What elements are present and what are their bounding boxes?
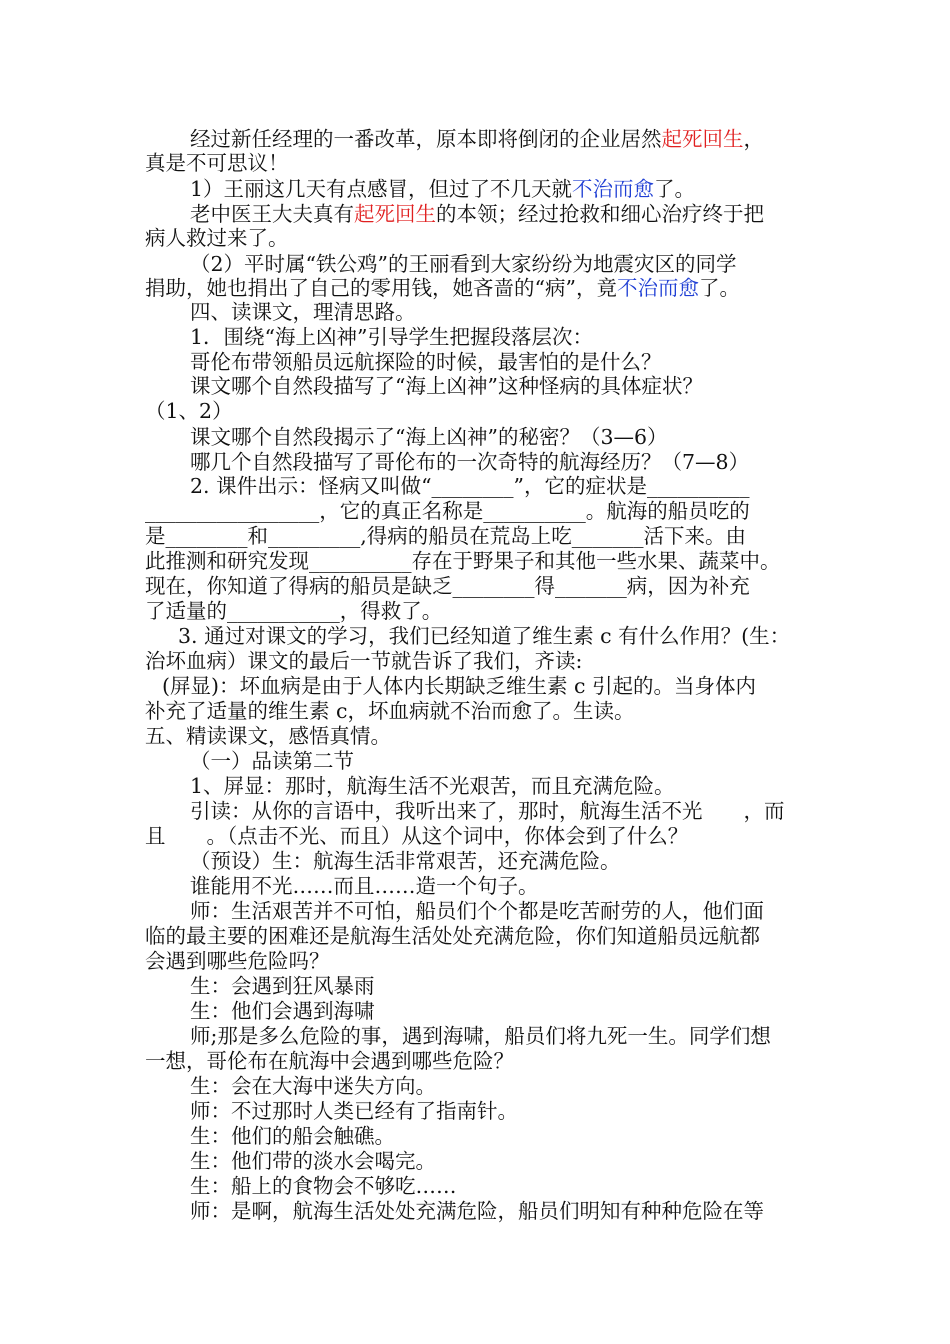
text-line: 师;那是多么危险的事，遇到海啸，船员们将九死一生。同学们想 bbox=[190, 1024, 771, 1048]
text-line: （预设）生：航海生活非常艰苦，还充满危险。 bbox=[190, 849, 621, 873]
text-line: 一想，哥伦布在航海中会遇到哪些危险？ bbox=[145, 1049, 514, 1073]
text-line: （2）平时属“铁公鸡”的王丽看到大家纷纷为地震灾区的同学 bbox=[190, 252, 737, 276]
text-line: 会遇到哪些危险吗？ bbox=[145, 949, 330, 973]
text-line: 且 。（点击不光、而且）从这个词中，你体会到了什么？ bbox=[145, 824, 689, 848]
text-line: 1）王丽这几天有点感冒，但过了不几天就不治而愈了。 bbox=[190, 177, 696, 201]
fill-blank-line: 了适量的___________，得救了。 bbox=[145, 599, 443, 623]
text-line: 生：他们会遇到海啸 bbox=[190, 999, 375, 1023]
text-line: (屏显)：坏血病是由于人体内长期缺乏维生素 c 引起的。当身体内 bbox=[162, 674, 757, 698]
text-line: 补充了适量的维生素 c，坏血病就不治而愈了。生读。 bbox=[145, 699, 635, 723]
text-line: 生：他们带的淡水会喝完。 bbox=[190, 1149, 436, 1173]
text-line: 哪几个自然段描写了哥伦布的一次奇特的航海经历？（7—8） bbox=[190, 450, 750, 474]
text-line: 治坏血病）课文的最后一节就告诉了我们，齐读: bbox=[145, 649, 583, 673]
text-line: 生：会在大海中迷失方向。 bbox=[190, 1074, 436, 1098]
fill-blank-line: 2. 课件出示：怪病又叫做“________”，它的症状是__________ bbox=[190, 474, 750, 498]
text-line: 1、屏显：那时，航海生活不光艰苦，而且充满危险。 bbox=[190, 774, 675, 798]
text-line: 临的最主要的困难还是航海生活处处充满危险，你们知道船员远航都 bbox=[145, 924, 760, 948]
text-line: 师：生活艰苦并不可怕，船员们个个都是吃苦耐劳的人，他们面 bbox=[190, 899, 764, 923]
highlight-phrase: 起死回生 bbox=[354, 202, 436, 226]
fill-blank-line: 是________和_________,得病的船员在荒岛上吃_______活下来。由 bbox=[145, 524, 747, 548]
text-line: 生：船上的食物会不够吃…… bbox=[190, 1174, 457, 1198]
highlight-phrase: 不治而愈 bbox=[572, 177, 655, 201]
section-heading: 五、精读课文，感悟真情。 bbox=[145, 724, 391, 748]
text-line: 1．围绕“海上凶神”引导学生把握段落层次： bbox=[190, 325, 594, 349]
text-line: 老中医王大夫真有起死回生的本领；经过抢救和细心治疗终于把 bbox=[190, 202, 764, 226]
text-line: 哥伦布带领船员远航探险的时候，最害怕的是什么？ bbox=[190, 350, 662, 374]
fill-blank-line: 现在，你知道了得病的船员是缺乏________得_______病，因为补充 bbox=[145, 574, 750, 598]
text-line: 课文哪个自然段描写了“海上凶神”这种怪病的具体症状？ bbox=[190, 374, 703, 398]
text-line: 真是不可思议！ bbox=[145, 151, 289, 175]
text-line: 谁能用不光……而且……造一个句子。 bbox=[190, 874, 539, 898]
text-line: 经过新任经理的一番改革，原本即将倒闭的企业居然起死回生， bbox=[190, 127, 764, 151]
highlight-phrase: 起死回生 bbox=[661, 127, 744, 151]
text-line: 病人救过来了。 bbox=[145, 226, 289, 250]
text-line: 3. 通过对课文的学习，我们已经知道了维生素 c 有什么作用？(生： bbox=[178, 624, 791, 648]
text-line: （1、2） bbox=[145, 399, 233, 423]
text-line: 生：会遇到狂风暴雨 bbox=[190, 974, 375, 998]
text-line: 捐助，她也捐出了自己的零用钱，她吝啬的“病”，竟不治而愈了。 bbox=[145, 276, 740, 300]
section-heading: 四、读课文，理清思路。 bbox=[190, 300, 416, 324]
text-line: 课文哪个自然段揭示了“海上凶神”的秘密？（3—6） bbox=[190, 425, 668, 449]
subsection-heading: （一）品读第二节 bbox=[190, 749, 354, 773]
text-line: 引读：从你的言语中，我听出来了，那时，航海生活不光 ，而 bbox=[190, 799, 785, 823]
text-line: 师：不过那时人类已经有了指南针。 bbox=[190, 1099, 518, 1123]
highlight-phrase: 不治而愈 bbox=[616, 276, 699, 300]
fill-blank-line: 此推测和研究发现__________存在于野果子和其他一些水果、蔬菜中。 bbox=[145, 549, 781, 573]
text-line: 师：是啊，航海生活处处充满危险，船员们明知有种种危险在等 bbox=[190, 1199, 764, 1223]
fill-blank-line: _________________，它的真正名称是__________。航海的船员吃的 bbox=[145, 499, 750, 523]
text-line: 生：他们的船会触礁。 bbox=[190, 1124, 395, 1148]
